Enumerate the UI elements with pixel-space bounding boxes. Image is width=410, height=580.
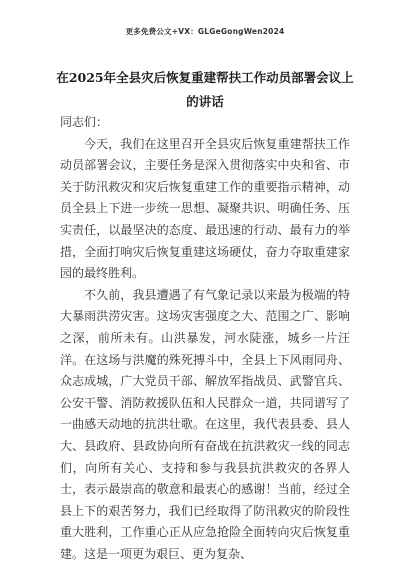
document-body bbox=[60, 112, 350, 565]
header-note: 更多免费公文+VX：GLGeGongWen2024 bbox=[125, 27, 285, 36]
document-title: 在2025年全县灾后恢复重建帮扶工作动员部署会议上的讲话 bbox=[56, 70, 354, 109]
paragraph-2: 不久前，我县遭遇了有气象记录以来最为极端的特大暴雨洪涝灾害。这场灾害强度之大、范围之广、影响之深，前所未有。山洪暴发，河水陡涨，城乡一片汪洋。在这场与洪魔的殊死搏斗中，全县上下风雨同舟、众志成城，广大党员干部、解放军指战员、武警官兵、公安干警、消防救援队伍和人民群众一道，共同谱写了一曲感天动地的抗洪壮歌。在这里，我代表县委、县人大、县政府、县政协向所有奋战在抗洪救灾一线的同志们，向所有关心、支持和参与我县抗洪救灾的各界人士，表示最崇高的敬意和最衷心的感谢！当前，经过全县上下的艰苦努力，我们已经取得了防汛救灾的阶段性重大胜利，工作重心正从应急抢险全面转向灾后恢复重建。这是一项更为艰巨、更为复杂、 bbox=[60, 287, 350, 561]
paragraph-1: 今天，我们在这里召开全县灾后恢复重建帮扶工作动员部署会议，主要任务是深入贯彻落实中央和省、市关于防汛救灾和灾后恢复重建工作的重要指示精神，动员全县上下进一步统一思想、凝聚共识、明确任务、压实责任，以最坚决的态度、最迅速的行动、最有力的举措，全面打响灾后恢复重建这场硬仗，奋力夺取重建家园的最终胜利。 bbox=[60, 136, 350, 281]
salutation: 同志们： bbox=[60, 115, 109, 129]
